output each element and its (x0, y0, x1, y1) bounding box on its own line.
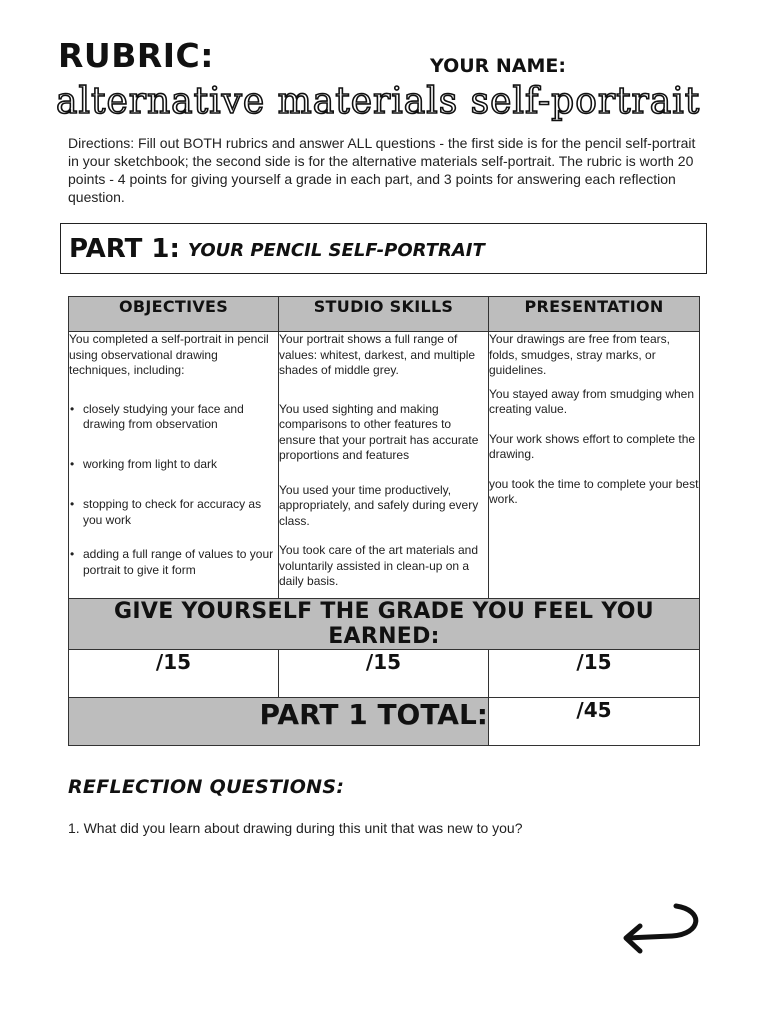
studio-skill-item: You used sighting and making comparisons to other features to ensure that your portrait has accurate proportions and features (279, 401, 479, 462)
rubric-table (68, 296, 700, 746)
part1-total-label: PART 1 TOTAL: (69, 698, 489, 746)
presentation-item: you took the time to complete your best work. (489, 476, 699, 506)
objectives-list (69, 402, 278, 579)
part1-total-score-field[interactable]: /45 (489, 698, 700, 746)
objectives-intro: You completed a self-portrait in pencil using observational drawing techniques, including: (69, 332, 269, 377)
grade-banner: GIVE YOURSELF THE GRADE YOU FEEL YOU EARNED: (69, 599, 700, 650)
presentation-cell (489, 332, 700, 599)
column-header-presentation: PRESENTATION (489, 297, 700, 332)
studio-skills-cell (279, 332, 489, 599)
objective-item: • stopping to check for accuracy as you work (69, 497, 278, 528)
studio-skill-item: Your portrait shows a full range of values: whitest, darkest, and multiple shades of middle grey. (279, 332, 476, 377)
reflection-heading: REFLECTION QUESTIONS: (68, 776, 345, 798)
objectives-cell (69, 332, 279, 599)
rubric-title: RUBRIC: (58, 36, 214, 75)
objective-item: • adding a full range of values to your portrait to give it form (69, 547, 278, 578)
reflection-question-1: 1. What did you learn about drawing during this unit that was new to you? (68, 820, 523, 836)
grade-banner-row (69, 599, 700, 650)
column-header-studio-skills: STUDIO SKILLS (279, 297, 489, 332)
return-arrow-icon (618, 900, 702, 960)
studio-skills-score-field[interactable]: /15 (279, 650, 489, 698)
page-subtitle: alternative materials self-portrait (56, 81, 701, 122)
presentation-item: You stayed away from smudging when creating value. (489, 386, 695, 416)
objective-item: • closely studying your face and drawing from observation (69, 402, 278, 433)
total-row (69, 698, 700, 746)
rubric-criteria-row (69, 332, 700, 599)
part1-description: YOUR PENCIL SELF-PORTRAIT (187, 240, 485, 261)
presentation-score-field[interactable]: /15 (489, 650, 700, 698)
directions-text: Directions: Fill out BOTH rubrics and answer ALL questions - the first side is for the pencil self-portrait in your sketchbook; the second side is for the alternative materials self-portrait. The rubric is worth 20 points - 4 points for giving yourself a grade in each part, and 3 points for answering each reflection question. (68, 135, 696, 205)
score-row (69, 650, 700, 698)
part1-header (60, 223, 707, 274)
studio-skill-item: You took care of the art materials and voluntarily assisted in clean-up on a daily basis. (279, 543, 479, 588)
studio-skill-item: You used your time productively, appropriately, and safely during every class. (279, 482, 479, 528)
presentation-item: Your drawings are free from tears, folds, smudges, stray marks, or guidelines. (489, 332, 670, 377)
your-name-label: YOUR NAME: (430, 55, 566, 77)
objective-item: • working from light to dark (69, 457, 278, 473)
rubric-header-row (69, 297, 700, 332)
presentation-item: Your work shows effort to complete the drawing. (489, 431, 696, 461)
column-header-objectives: OBJECTIVES (69, 297, 279, 332)
objectives-score-field[interactable]: /15 (69, 650, 279, 698)
part1-label: PART 1: (69, 233, 180, 264)
